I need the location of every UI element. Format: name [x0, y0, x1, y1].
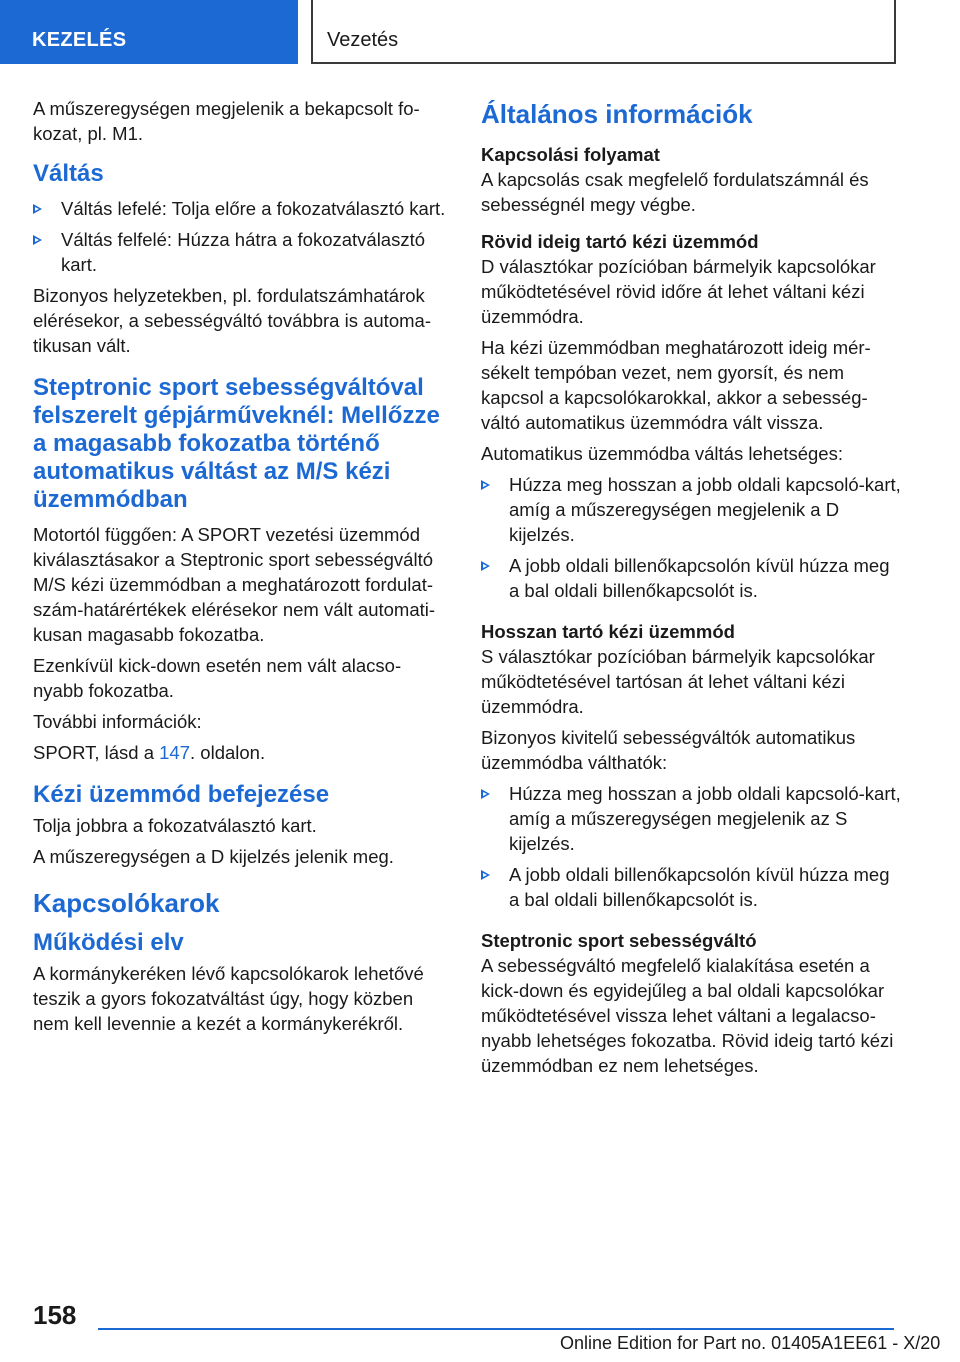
steptronic-heading: Steptronic sport sebességváltóval felszerelt gépjárműveknél: Mellőzze a magasabb fokozatba történő automatikus váltást az M/S kézi üzemmódban	[33, 374, 440, 513]
mukodesi-paragraph: A kormánykeréken lévő kapcsolókarok lehetővé teszik a gyors fokozatváltást úgy, hogy közben nem kell levennie a kezét a kormánykerékről.	[33, 963, 424, 1034]
page-link[interactable]: 147	[159, 742, 191, 763]
valtas-paragraph: Bizonyos helyzetekben, pl. fordulatszámhatárok elérésekor, a sebességváltó továbbra is automa-tikusan vált.	[33, 285, 431, 356]
triangle-bullet-icon	[481, 789, 490, 799]
list-item: Váltás felfelé: Húzza hátra a fokozatválasztó kart.	[33, 227, 448, 277]
left-column	[33, 96, 448, 1042]
steptronic-paragraph-1: Motortól függően: A SPORT vezetési üzemmód kiválasztásakor a Steptronic sport sebességváltó M/S kézi üzemmódban a meghatározott fordulat-szám-határértékek elérésekor nem vált automati-kusan magasabb fokozatba.	[33, 524, 436, 645]
rovid-heading: Rövid ideig tartó kézi üzemmód	[481, 231, 759, 252]
list-item: A jobb oldali billenőkapcsolón kívül húzza meg a bal oldali billenőkapcsolót is.	[481, 553, 901, 603]
section-tab	[0, 0, 298, 64]
mukodesi-heading: Működési elv	[33, 929, 184, 956]
hosszan-heading: Hosszan tartó kézi üzemmód	[481, 621, 735, 642]
triangle-bullet-icon	[481, 870, 490, 880]
valtas-heading: Váltás	[33, 160, 104, 187]
footer-divider	[98, 1328, 894, 1330]
kapcsolasi-heading: Kapcsolási folyamat	[481, 144, 660, 165]
page-number: 158	[33, 1300, 77, 1330]
steptronic-paragraph-2: Ezenkívül kick-down esetén nem vált alacso-nyabb fokozatba.	[33, 655, 402, 701]
kapcsolokarok-heading: Kapcsolókarok	[33, 888, 220, 918]
kezi-paragraph-2: A műszeregységen a D kijelzés jelenik meg.	[33, 846, 394, 867]
list-item: Váltás lefelé: Tolja előre a fokozatválasztó kart.	[33, 196, 448, 221]
triangle-bullet-icon	[33, 204, 42, 214]
chapter-title: Vezetés	[327, 29, 399, 51]
rovid-paragraph-3: Automatikus üzemmódba váltás lehetséges:	[481, 443, 843, 464]
valtas-list	[33, 196, 448, 277]
kezi-paragraph-1: Tolja jobbra a fokozatválasztó kart.	[33, 815, 317, 836]
rovid-paragraph-1: D választókar pozícióban bármelyik kapcsolókar működtetésével rövid időre át lehet váltani kézi üzemmódra.	[481, 256, 876, 327]
intro-paragraph: A műszeregységen megjelenik a bekapcsolt fo-kozat, pl. M1.	[33, 98, 420, 144]
steptronic-sport-heading: Steptronic sport sebességváltó	[481, 930, 757, 951]
steptronic-sport-paragraph: A sebességváltó megfelelő kialakítása esetén a kick-down és egyidejűleg a bal oldali kapcsolókar működtetésével vissza lehet váltani a legalacso-nyabb lehetséges fokozatba. Rövid ideig tartó kézi üzemmódban ez nem lehetséges.	[481, 955, 894, 1076]
list-item: Húzza meg hosszan a jobb oldali kapcsoló-kart, amíg a műszeregységen megjelenik az S kijelzés.	[481, 781, 901, 856]
edition-footer: Online Edition for Part no. 01405A1EE61 - X/20	[560, 1333, 941, 1353]
list-item: Húzza meg hosszan a jobb oldali kapcsoló-kart, amíg a műszeregységen megjelenik a D kijelzés.	[481, 472, 901, 547]
list-item: A jobb oldali billenőkapcsolón kívül húzza meg a bal oldali billenőkapcsolót is.	[481, 862, 901, 912]
kezi-heading: Kézi üzemmód befejezése	[33, 781, 330, 808]
steptronic-reference: SPORT, lásd a 147. oldalon.	[33, 742, 266, 763]
steptronic-paragraph-3: További információk:	[33, 711, 202, 732]
right-column	[481, 98, 901, 1084]
chapter-tab	[311, 0, 896, 64]
kapcsolasi-paragraph: A kapcsolás csak megfelelő fordulatszámnál és sebességnél megy végbe.	[481, 169, 869, 215]
rovid-list	[481, 472, 901, 603]
section-title: KEZELÉS	[32, 29, 127, 51]
hosszan-paragraph-1: S választókar pozícióban bármelyik kapcsolókar működtetésével tartósan át lehet váltani kézi üzemmódra.	[481, 646, 875, 717]
triangle-bullet-icon	[481, 480, 490, 490]
triangle-bullet-icon	[33, 235, 42, 245]
triangle-bullet-icon	[481, 561, 490, 571]
rovid-paragraph-2: Ha kézi üzemmódban meghatározott ideig mér-sékelt tempóban vezet, nem gyorsít, és nem kapcsol a kapcsolókarokkal, akkor a sebesség-váltó automatikus üzemmódra vált vissza.	[481, 337, 871, 433]
hosszan-paragraph-2: Bizonyos kivitelű sebességváltók automatikus üzemmódba válthatók:	[481, 727, 856, 773]
altalanos-heading: Általános információk	[481, 99, 753, 129]
hosszan-list	[481, 781, 901, 912]
